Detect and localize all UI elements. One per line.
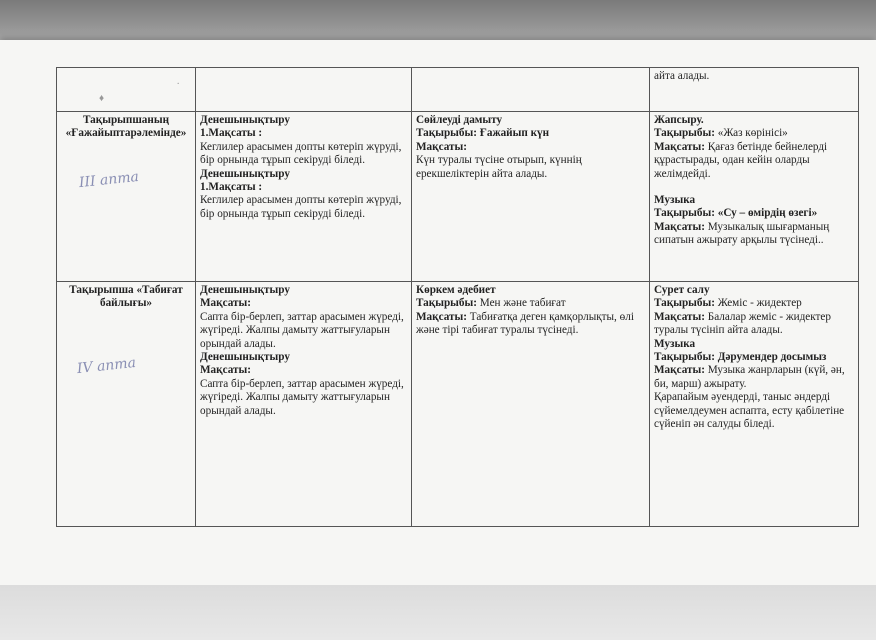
topic-label: Тақырыбы: xyxy=(654,207,715,220)
row0-col4-cell xyxy=(650,68,859,112)
extra-text: Қарапайым әуендерді, таныс әндерді сүйемелдеумен аспапта, есту қабілетіне сүйеніп ән салуды біледі. xyxy=(654,391,845,431)
subject-label: Денешынықтыру xyxy=(200,351,290,364)
table-row xyxy=(57,112,859,282)
goal-text: Кеглилер арасымен допты көтеріп жүруді, бір орнында тұрып секіруді біледі. xyxy=(200,140,402,167)
goal-label: 1.Мақсаты : xyxy=(200,127,263,140)
goal-label: Мақсаты: xyxy=(654,364,705,377)
goal-text: Сапта бір-берлеп, заттар арасымен жүреді, жүгіреді. Жалпы дамыту жаттығуларын орындай алады. xyxy=(200,310,404,350)
goal-text: Кеглилер арасымен допты көтеріп жүруді, бір орнында тұрып секіруді біледі. xyxy=(200,194,402,220)
row2-activities-col4 xyxy=(650,282,859,527)
row1-handwritten-note: III апта xyxy=(78,168,140,192)
topic-label: Тақырыбы: xyxy=(416,127,477,140)
topic-text: «Жаз көрінісі» xyxy=(717,127,788,140)
row2-topic-title: Тақырыпша «Табиғат байлығы» xyxy=(69,284,183,310)
topic-text: Мен және табиғат xyxy=(479,297,566,310)
subject-label: Музыка xyxy=(654,194,696,207)
topic-label: Тақырыбы: xyxy=(654,297,715,310)
row0-continuation-text: айта алады. xyxy=(654,70,710,82)
goal-text: Күн туралы түсіне отырып, күннің ерекшеліктерін айта алады. xyxy=(416,154,582,180)
goal-label: Мақсаты: xyxy=(416,140,467,153)
goal-text: Балалар жеміс - жидектер туралы түсініп айта алады. xyxy=(654,310,831,337)
goal-label: Мақсаты: xyxy=(200,364,251,377)
row0-col1-cell xyxy=(57,68,196,112)
row2-activities-col3 xyxy=(412,282,650,527)
topic-text: Ғажайып күн xyxy=(479,127,550,140)
goal-label: Мақсаты: xyxy=(200,297,251,310)
scan-bottom-strip xyxy=(0,585,876,640)
topic-label: Тақырыбы: xyxy=(416,297,477,310)
row0-col2-cell xyxy=(196,68,412,112)
subject-label: Музыка xyxy=(654,337,696,350)
goal-text: Қағаз бетінде бейнелерді құрастырады, одан кейін оларды желімдейді. xyxy=(654,140,828,180)
subject-label: Көркем әдебиет xyxy=(416,284,496,296)
row1-topic-title: Тақырыпшаның «Ғажайыптарәлемінде» xyxy=(65,114,187,140)
subject-label: Денешынықтыру xyxy=(200,114,290,126)
goal-label: Мақсаты: xyxy=(654,140,705,153)
goal-label: 1.Мақсаты : xyxy=(200,181,263,194)
subject-label: Жапсыру. xyxy=(654,114,704,126)
goal-label: Мақсаты: xyxy=(416,310,467,323)
row1-topic-cell xyxy=(57,112,196,282)
topic-text: «Су – өмірдің өзегі» xyxy=(717,207,818,220)
row1-activities-col2 xyxy=(196,112,412,282)
goal-label: Мақсаты: xyxy=(654,220,705,233)
row2-handwritten-note: IV апта xyxy=(76,354,137,378)
goal-text: Музыкалық шығарманың сипатын ажырату арқылы түсінеді.. xyxy=(654,220,830,247)
row2-topic-cell xyxy=(57,282,196,527)
scan-mark: ♦ xyxy=(99,93,105,104)
table-row xyxy=(57,68,859,112)
scan-mark: · xyxy=(176,78,180,90)
table-row xyxy=(57,282,859,527)
subject-label: Денешынықтыру xyxy=(200,167,290,180)
row2-activities-col2 xyxy=(196,282,412,527)
topic-text: Жеміс - жидектер xyxy=(717,297,802,310)
row1-activities-col3 xyxy=(412,112,650,282)
topic-label: Тақырыбы: xyxy=(654,127,715,140)
subject-label: Сөйлеуді дамыту xyxy=(416,114,503,126)
topic-text: Дәрумендер досымыз xyxy=(717,351,827,364)
subject-label: Сурет салу xyxy=(654,284,710,296)
curriculum-table xyxy=(56,67,859,527)
goal-label: Мақсаты: xyxy=(654,310,705,323)
subject-label: Денешынықтыру xyxy=(200,284,290,296)
goal-text: Сапта бір-берлеп, заттар арасымен жүреді, жүгіреді. Жалпы дамыту жаттығуларын орындай алады. xyxy=(200,377,404,417)
goal-text: Музыка жанрларын (күй, ән, би, марш) ажырату. xyxy=(654,364,845,390)
goal-text: Табиғатқа деген қамқорлықты, өлі және тірі табиғат туралы түсінеді. xyxy=(416,310,634,337)
topic-label: Тақырыбы: xyxy=(654,351,715,364)
row1-activities-col4 xyxy=(650,112,859,282)
row0-col3-cell xyxy=(176,68,650,112)
